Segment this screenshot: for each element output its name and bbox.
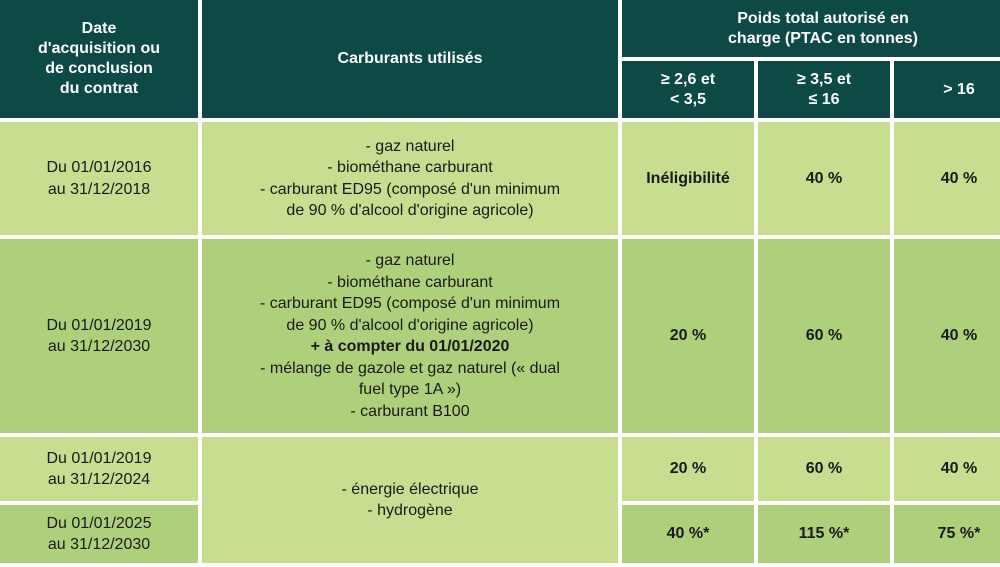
- fuels-date-note: + à compter du 01/01/2020: [310, 338, 510, 355]
- row-value-ptac-2: 40 %: [758, 122, 890, 235]
- row-date: Du 01/01/2019 au 31/12/2024: [0, 437, 198, 501]
- row-value-ptac-1: 40 %*: [622, 505, 754, 563]
- table-row: [0, 437, 1000, 501]
- row-value-ptac-1: Inéligibilité: [622, 122, 754, 235]
- header-ptac-col-3: > 16: [894, 61, 1000, 118]
- header-date: Date d'acquisition ou de conclusion du contrat: [0, 0, 198, 118]
- row-value-ptac-3: 40 %: [894, 437, 1000, 501]
- header-ptac-group: Poids total autorisé en charge (PTAC en tonnes): [622, 0, 1000, 57]
- row-value-ptac-3: 40 %: [894, 239, 1000, 433]
- row-date: Du 01/01/2019 au 31/12/2030: [0, 239, 198, 433]
- row-value-ptac-2: 115 %*: [758, 505, 890, 563]
- header-ptac-col-1: ≥ 2,6 et < 3,5: [622, 61, 754, 118]
- row-value-ptac-2: 60 %: [758, 437, 890, 501]
- row-fuels-shared: - énergie électrique - hydrogène: [202, 437, 618, 563]
- row-value-ptac-2: 60 %: [758, 239, 890, 433]
- table-row: [0, 239, 1000, 433]
- table-row: [0, 122, 1000, 235]
- row-value-ptac-1: 20 %: [622, 239, 754, 433]
- row-fuels: - gaz naturel - biométhane carburant - carburant ED95 (composé d'un minimum de 90 % d'alcool d'origine agricole) + à compter du 01/01/2020 - mélange de gazole et gaz naturel (« dual fuel type 1A ») - carburant B100: [202, 239, 618, 433]
- row-value-ptac-1: 20 %: [622, 437, 754, 501]
- header-fuels: Carburants utilisés: [202, 0, 618, 118]
- row-date: Du 01/01/2016 au 31/12/2018: [0, 122, 198, 235]
- row-value-ptac-3: 40 %: [894, 122, 1000, 235]
- row-fuels: - gaz naturel - biométhane carburant - carburant ED95 (composé d'un minimum de 90 % d'alcool d'origine agricole): [202, 122, 618, 235]
- row-date: Du 01/01/2025 au 31/12/2030: [0, 505, 198, 563]
- header-ptac-col-2: ≥ 3,5 et ≤ 16: [758, 61, 890, 118]
- row-value-ptac-3: 75 %*: [894, 505, 1000, 563]
